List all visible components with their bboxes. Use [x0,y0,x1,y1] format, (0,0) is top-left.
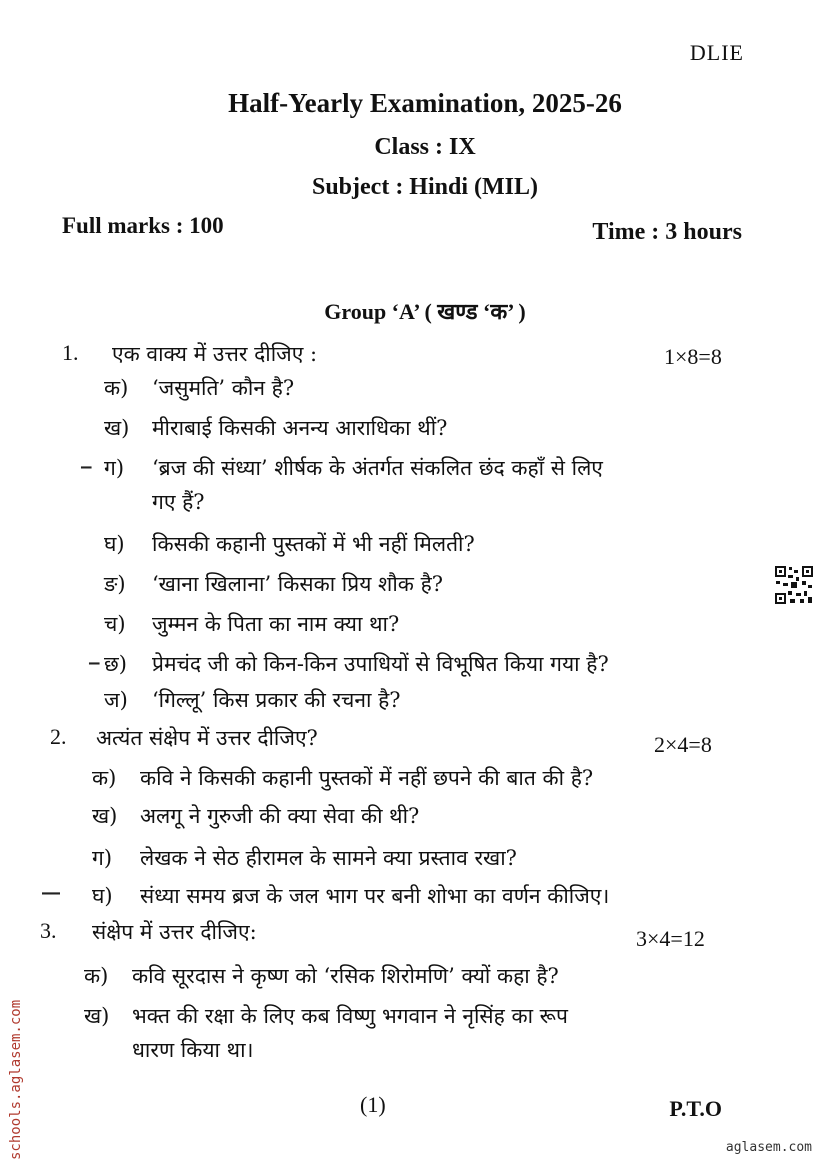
sub-question [104,686,401,714]
sub-question-label: क) [92,766,117,790]
exam-title: Half-Yearly Examination, 2025-26 [228,88,622,118]
question-text: एक वाक्य में उत्तर दीजिए : [112,342,318,366]
sub-question-text: अलगू ने गुरुजी की क्या सेवा की थी? [140,804,420,828]
sub-question-text: ‘ब्रज की संध्या’ शीर्षक के अंतर्गत संकलित छंद कहाँ से लिए [152,456,603,480]
sub-question [92,802,419,830]
sub-question-text: मीराबाई किसकी अनन्य आराधिका थीं? [152,416,448,440]
sub-question-label: क) [84,964,109,988]
sub-question [104,570,443,598]
question-marks: 2×4=8 [654,732,712,757]
sub-question-label: घ) [92,884,113,908]
sub-question-text: किसकी कहानी पुस्तकों में भी नहीं मिलती? [152,532,475,556]
time-allowed: Time : 3 hours [592,219,742,245]
sub-question [92,764,593,792]
sub-question [84,962,559,990]
sub-question-text: जुम्मन के पिता का नाम क्या था? [152,612,400,636]
sub-question [92,882,609,910]
sub-question [92,844,517,872]
paper-code: DLIE [689,40,744,65]
sub-question-label: छ) [104,652,127,676]
sub-question-label: ख) [84,1004,110,1028]
sub-question-text: कवि ने किसकी कहानी पुस्तकों में नहीं छपने की बात की है? [140,766,594,790]
sub-question-label: ग) [92,846,113,870]
sub-question-label: ग) [104,456,125,480]
sub-question-text: प्रेमचंद जी को किन-किन उपाधियों से विभूषित किया गया है? [152,652,609,676]
qr-code-icon [774,565,814,605]
question-number: 2. [50,724,67,749]
sub-question [104,650,609,678]
page-number: (1) [360,1092,386,1117]
sub-question-text: कवि सूरदास ने कृष्ण को ‘रसिक शिरोमणि’ क्यों कहा है? [132,964,559,988]
sub-question-text: लेखक ने सेठ हीरामल के सामने क्या प्रस्ताव रखा? [140,846,517,870]
sub-question-text: ‘गिल्लू’ किस प्रकार की रचना है? [152,688,401,712]
sub-question-continuation: धारण किया था। [132,1038,254,1062]
class-label: Class : IX [374,134,476,160]
question-text: संक्षेप में उत्तर दीजिए: [92,920,257,944]
sub-question-label: क) [104,376,129,400]
question-number: 1. [62,340,79,365]
sub-question-text: संध्या समय ब्रज के जल भाग पर बनी शोभा का वर्णन कीजिए। [140,884,610,908]
please-turn-over: P.T.O [669,1096,722,1121]
pen-dash-mark: ― [42,882,60,903]
full-marks: Full marks : 100 [62,213,224,238]
sub-question-label: च) [104,612,126,636]
subject-label: Subject : Hindi (MIL) [311,174,538,200]
bottom-watermark: aglasem.com [725,1140,812,1155]
question-marks: 3×4=12 [636,926,705,951]
sub-question-text: ‘खाना खिलाना’ किसका प्रिय शौक है? [152,572,443,596]
group-heading: Group ‘A’ ( खण्ड ‘क’ ) [324,299,526,324]
question-number: 3. [40,918,57,943]
sub-question-text: ‘जसुमति’ कौन है? [152,376,295,400]
sub-question [104,414,447,442]
question-text: अत्यंत संक्षेप में उत्तर दीजिए? [96,726,318,750]
sub-question [104,374,294,402]
sub-question-label: ख) [104,416,130,440]
sub-question [104,610,399,638]
sub-question-label: ङ) [104,572,126,596]
sub-question-label: ज) [104,688,128,712]
pen-dash-mark: ‒ [88,652,101,673]
question-marks: 1×8=8 [664,344,722,369]
sub-question [84,1002,568,1030]
sub-question-label: घ) [104,532,125,556]
pen-dash-mark: ‒ [80,456,93,477]
sub-question [104,454,603,482]
sub-question-text: भक्त की रक्षा के लिए कब विष्णु भगवान ने नृसिंह का रूप [132,1004,568,1028]
sub-question-label: ख) [92,804,118,828]
sub-question [104,530,475,558]
sub-question-continuation: गए हैं? [152,490,205,514]
side-watermark: schools.aglasem.com [8,999,24,1160]
